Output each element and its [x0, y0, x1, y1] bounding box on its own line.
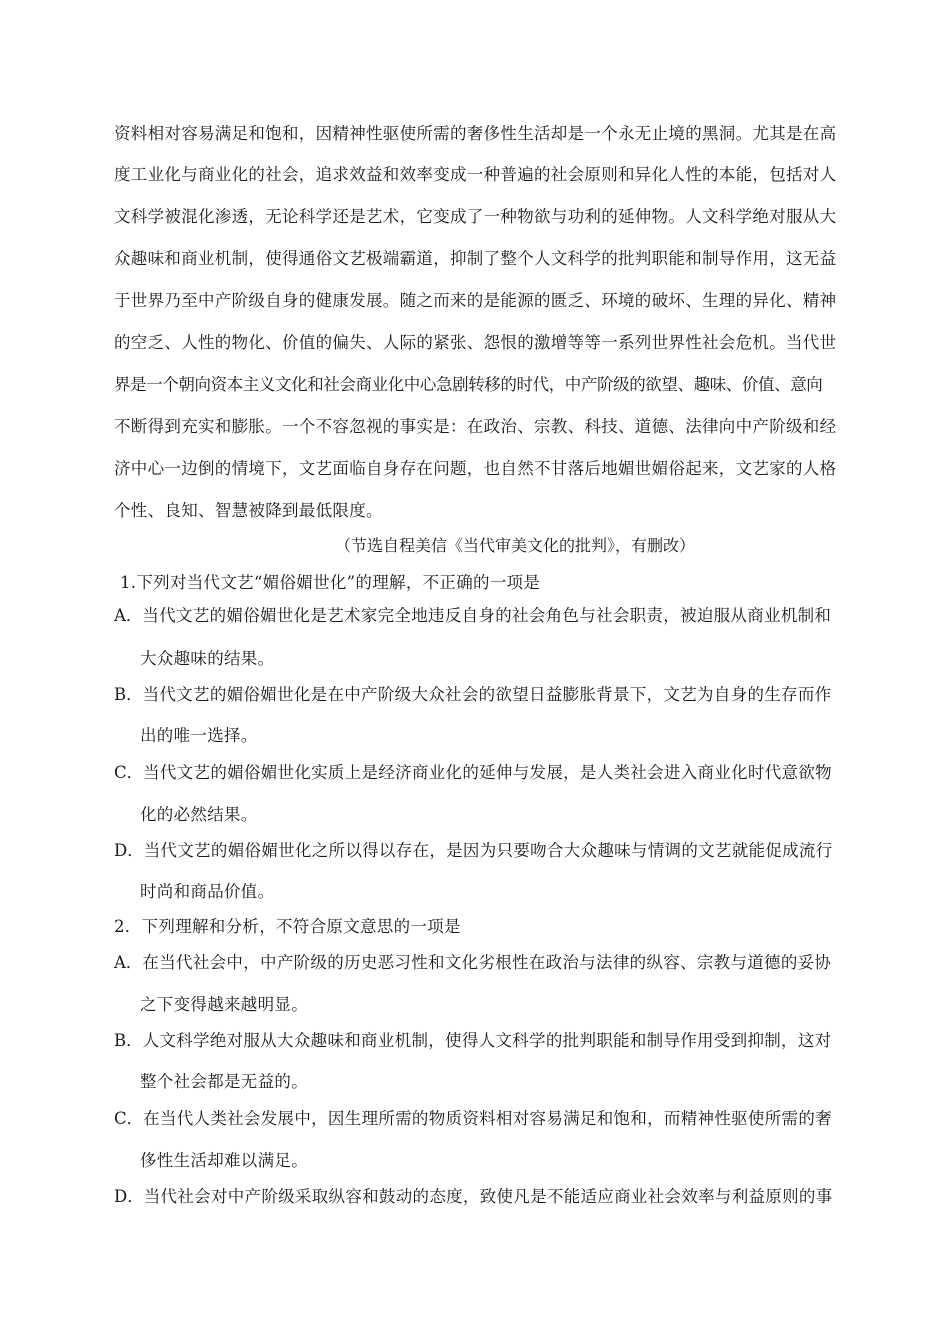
passage-source: （节选自程美信《当代审美文化的批判》，有删改） — [335, 536, 696, 555]
option-text: 在当代人类社会发展中，因生理所需的物质资料相对容易满足和饱和，而精神性驱使所需的奢 — [143, 1109, 832, 1128]
question-1-stem: 1.下列对当代文艺“媚俗媚世化”的理解，不正确的一项是 — [120, 573, 541, 592]
option-label: B． — [114, 685, 143, 704]
question-2-option-c — [114, 1109, 832, 1129]
passage-line: 个性、良知、智慧被降到最低限度。 — [114, 501, 383, 520]
passage-line: 的空乏、人性的物化、价值的偏失、人际的紧张、怨恨的激增等等一系列世界性社会危机。当代世 — [114, 333, 837, 352]
question-1-option-d — [114, 841, 833, 861]
option-label: D． — [114, 1187, 144, 1206]
question-2-option-a — [114, 953, 831, 973]
passage-line: 界是一个朝向资本主义文化和社会商业化中心急剧转移的时代，中产阶级的欲望、趣味、价值、意向 — [114, 375, 823, 394]
passage-line: 众趣味和商业机制，使得通俗文艺极端霸道，抑制了整个人文科学的批判职能和制导作用，这无益 — [114, 249, 837, 268]
passage-line: 文科学被混化渗透，无论科学还是艺术，它变成了一种物欲与功利的延伸物。人文科学绝对服从大 — [114, 207, 837, 226]
question-2-option-d — [114, 1187, 833, 1207]
option-label: B． — [114, 1031, 143, 1050]
option-continuation: 化的必然结果。 — [140, 805, 258, 824]
option-label: A． — [114, 606, 143, 625]
option-text: 当代文艺的媚俗媚世化是艺术家完全地违反自身的社会角色与社会职责，被迫服从商业机制和 — [142, 606, 832, 625]
passage-line: 不断得到充实和膨胀。一个不容忽视的事实是：在政治、宗教、科技、道德、法律向中产阶级和经 — [114, 417, 837, 436]
option-text: 当代文艺的媚俗媚世化是在中产阶级大众社会的欲望日益膨胀背景下，文艺为自身的生存而作 — [142, 685, 832, 704]
option-continuation: 出的唯一选择。 — [140, 726, 258, 745]
passage-line: 于世界乃至中产阶级自身的健康发展。随之而来的是能源的匮乏、环境的破坏、生理的异化、精神 — [114, 291, 837, 310]
question-2-stem: 2．下列理解和分析，不符合原文意思的一项是 — [114, 917, 461, 936]
option-text: 当代文艺的媚俗媚世化实质上是经济商业化的延伸与发展，是人类社会进入商业化时代意欲物 — [143, 763, 832, 782]
question-1-option-c — [114, 763, 832, 783]
option-continuation: 时尚和商品价值。 — [140, 882, 275, 901]
question-1-option-b — [114, 685, 831, 705]
option-text: 当代文艺的媚俗媚世化之所以得以存在，是因为只要吻合大众趣味与情调的文艺就能促成流行 — [143, 841, 833, 860]
question-1-option-a — [114, 606, 831, 626]
option-continuation: 整个社会都是无益的。 — [140, 1072, 308, 1091]
passage-line: 度工业化与商业化的社会，追求效益和效率变成一种普遍的社会原则和异化人性的本能，包括对人 — [114, 165, 837, 184]
option-continuation: 大众趣味的结果。 — [140, 649, 275, 668]
option-label: C． — [114, 763, 144, 782]
option-text: 人文科学绝对服从大众趣味和商业机制，使得人文科学的批判职能和制导作用受到抑制，这对 — [142, 1031, 832, 1050]
option-label: A． — [114, 953, 143, 972]
question-2-option-b — [114, 1031, 831, 1051]
passage-line: 济中心一边倒的情境下，文艺面临自身存在问题，也自然不甘落后地媚世媚俗起来，文艺家的人格 — [114, 459, 837, 478]
option-continuation: 侈性生活却难以满足。 — [140, 1151, 308, 1170]
option-continuation: 之下变得越来越明显。 — [140, 995, 308, 1014]
passage-line: 资料相对容易满足和饱和，因精神性驱使所需的奢侈性生活却是一个永无止境的黑洞。尤其是在高 — [114, 124, 837, 143]
option-text: 在当代社会中，中产阶级的历史恶习性和文化劣根性在政治与法律的纵容、宗教与道德的妥协 — [142, 953, 832, 972]
option-label: C． — [114, 1109, 144, 1128]
option-label: D． — [114, 841, 144, 860]
option-text: 当代社会对中产阶级采取纵容和鼓动的态度，致使凡是不能适应商业社会效率与利益原则的事 — [143, 1187, 833, 1206]
